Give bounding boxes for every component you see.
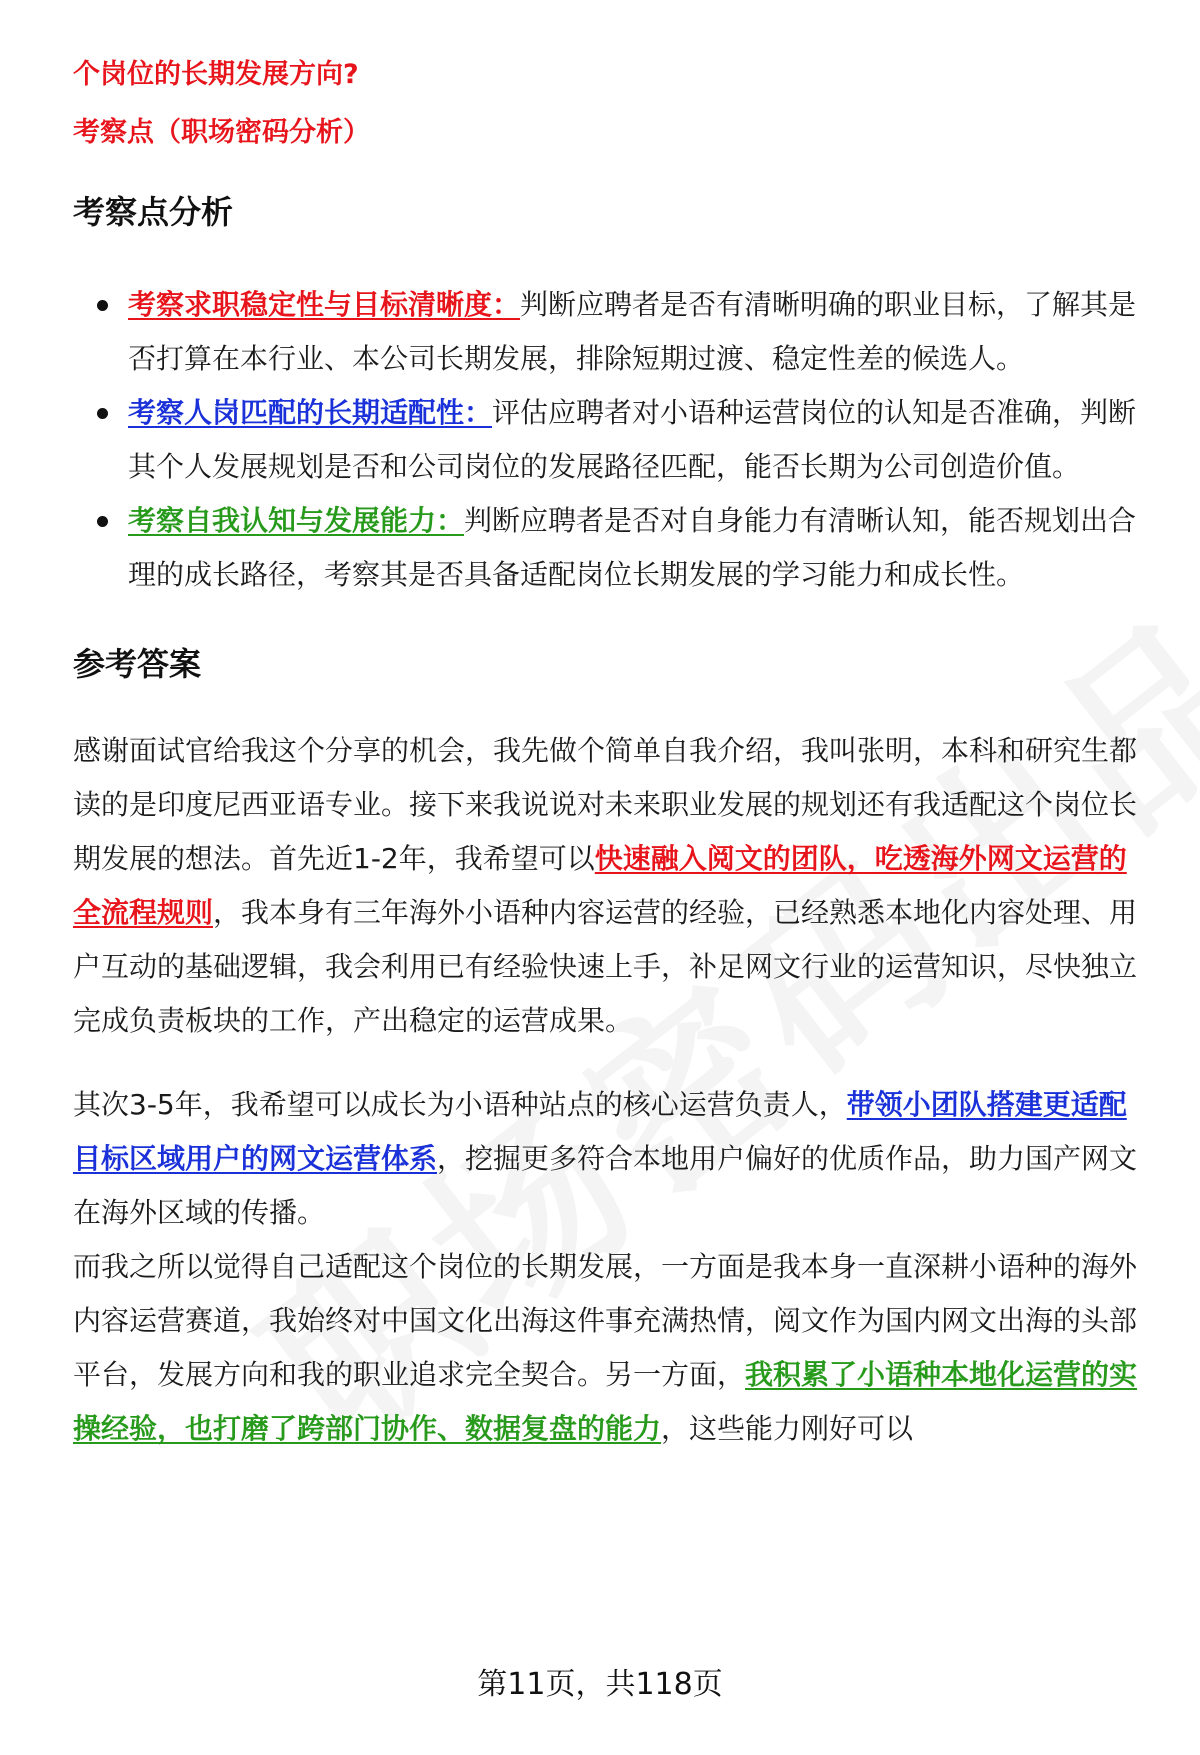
answer-paragraph: [73, 724, 1140, 1048]
page-number: 第11页，共118页: [477, 1667, 723, 1702]
bullet-dot-icon: [97, 300, 108, 311]
answer-paragraph: [73, 1240, 1140, 1456]
paragraph-text: ，挖掘更多符合本地用户偏好的优质作品，助力国产网文在海外区域的传播。: [73, 1142, 1138, 1229]
answer-heading: 参考答案: [73, 645, 202, 683]
point-text: 评估应聘者对小语种运营岗位的认知是否准确，判断其个人发展规划是否和公司岗位的发展路径匹配，能否长期为公司创造价值。: [128, 396, 1137, 483]
point-label: 考察自我认知与发展能力：: [128, 504, 465, 537]
paragraph-text: 感谢面试官给我这个分享的机会，我先做个简单自我介绍，我叫张明，本科和研究生都读的是印度尼西亚语专业。接下来我说说对未来职业发展的规划还有我适配这个岗位长期发展的想法。首先近1-2年，我希望可以: [73, 734, 1138, 875]
highlight-red: 快速融入阅文的团队，吃透海外网文运营的全流程规则: [73, 842, 1127, 929]
paragraph-text: ，我本身有三年海外小语种内容运营的经验，已经熟悉本地化内容处理、用户互动的基础逻辑，我会利用已有经验快速上手，补足网文行业的运营知识，尽快独立完成负责板块的工作，产出稳定的运营成果。: [73, 896, 1138, 1037]
analysis-subtitle: 考察点（职场密码分析）: [73, 117, 370, 148]
point-label: 考察求职稳定性与目标清晰度：: [128, 288, 521, 321]
analysis-heading: 考察点分析: [73, 193, 234, 231]
paragraph-text: 而我之所以觉得自己适配这个岗位的长期发展，一方面是我本身一直深耕小语种的海外内容运营赛道，我始终对中国文化出海这件事充满热情，阅文作为国内网文出海的头部平台，发展方向和我的职业追求完全契合。另一方面，: [73, 1250, 1138, 1391]
analysis-point: [73, 494, 1140, 602]
bullet-dot-icon: [97, 408, 108, 419]
answer-paragraph: [73, 1078, 1140, 1240]
analysis-point: [73, 386, 1140, 494]
analysis-point-list: [73, 278, 1140, 602]
paragraph-text: ，这些能力刚好可以: [661, 1412, 914, 1445]
bullet-dot-icon: [97, 516, 108, 527]
highlight-green: 我积累了小语种本地化运营的实操经验，也打磨了跨部门协作、数据复盘的能力: [73, 1358, 1138, 1445]
point-text: 判断应聘者是否有清晰明确的职业目标，了解其是否打算在本行业、本公司长期发展，排除短期过渡、稳定性差的候选人。: [128, 288, 1137, 375]
point-label: 考察人岗匹配的长期适配性：: [128, 396, 493, 429]
paragraph-text: 其次3-5年，我希望可以成长为小语种站点的核心运营负责人，: [73, 1088, 847, 1121]
point-text: 判断应聘者是否对自身能力有清晰认知，能否规划出合理的成长路径，考察其是否具备适配岗位长期发展的学习能力和成长性。: [128, 504, 1137, 591]
question-tail: 个岗位的长期发展方向?: [73, 59, 359, 90]
analysis-point: [73, 278, 1140, 386]
highlight-blue: 带领小团队搭建更适配目标区域用户的网文运营体系: [73, 1088, 1127, 1175]
